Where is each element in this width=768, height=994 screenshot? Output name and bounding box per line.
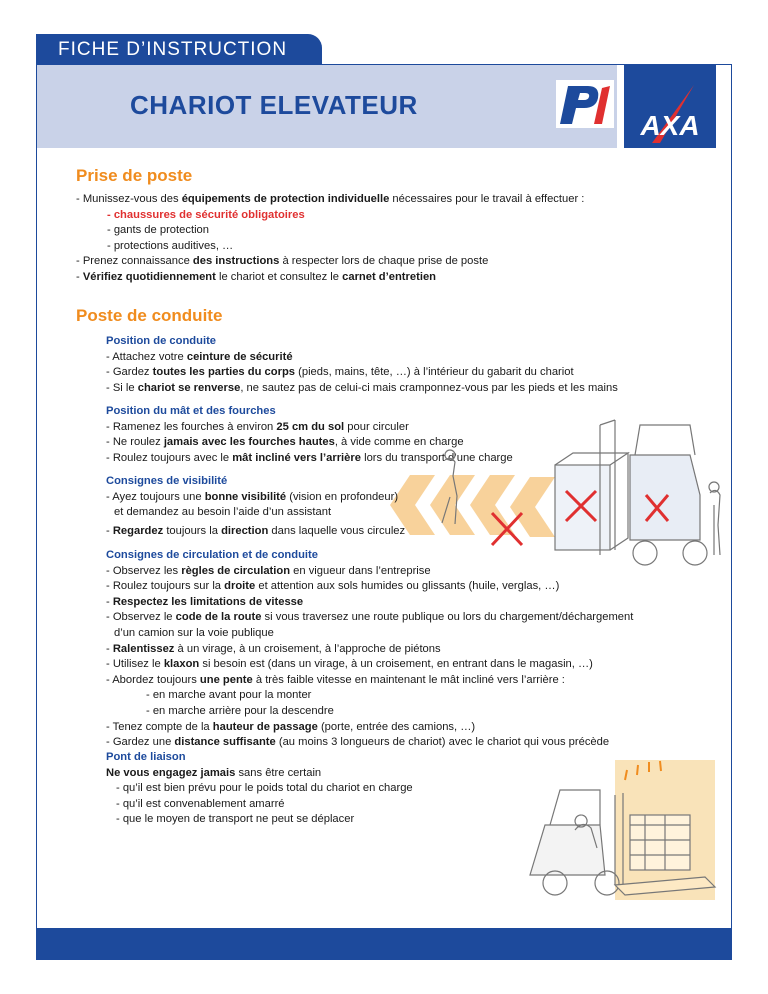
section-heading-prise: Prise de poste — [76, 166, 193, 185]
visibilite-block: Consignes de visibilité - Ayez toujours une bonne visibilité (vision en profondeur) et demandez au besoin l’aide d’un assistant - Regardez toujours la direction dans laquelle vous circulez — [106, 475, 406, 537]
document-type-tab: FICHE D’INSTRUCTION — [36, 34, 322, 64]
page-title: CHARIOT ELEVATEUR — [130, 90, 418, 120]
position-mat-block: Position du mât et des fourches - Ramenez les fourches à environ 25 cm du sol pour circuler - Ne roulez jamais avec les fourches hautes, à vide comme en charge - Roulez toujours avec le mât incliné vers l’arrière lors du transport d’une charge — [106, 405, 513, 464]
forklift-bridge-illustration — [515, 755, 720, 915]
section-heading-conduite: Poste de conduite — [76, 306, 223, 325]
p1-logo — [556, 80, 614, 128]
p1-logo-text: P1 — [556, 80, 558, 81]
footer-band — [36, 928, 732, 960]
axa-logo-text: AXA — [640, 110, 700, 141]
circulation-block: Consignes de circulation et de conduite - Observez les règles de circulation en vigueur dans l’entreprise - Roulez toujours sur la droite et attention aux sols humides ou glissants (huile, verglas, …) - Respectez les limitations de vitesse - Observez le code de la route si vous traversez une route publique ou lors du chargement/déchargement d’un camion sur la voie publique - Ralentissez à un virage, à un croisement, à l’approche de piétons - Utilisez le klaxon si besoin est (dans un virage, à un croisement, en entrant dans le magasin, …) - Abordez toujours une pente à très faible vitesse en maintenant le mât incliné vers l’arrière : - en marche avant pour la monter - en marche arrière pour la descendre - Tenez compte de la hauteur de passage (porte, entrée des camions, …) - Gardez une distance suffisante (au moins 3 longueurs de chariot) avec le chariot qui vous précède — [106, 549, 634, 749]
axa-logo — [624, 65, 716, 148]
position-conduite-block: Position de conduite - Attachez votre ceinture de sécurité - Gardez toutes les parties du corps (pieds, mains, tête, …) à l’intérieur du gabarit du chariot - Si le chariot se renverse, ne sautez pas de celui-ci mais cramponnez-vous par les pieds et les mains — [106, 335, 618, 394]
prise-list: - Munissez-vous des équipements de protection individuelle nécessaires pour le travail à effectuer : - chaussures de sécurité obligatoires - gants de protection - protections auditives, … - Prenez connaissance des instructions à respecter lors de chaque prise de poste - Vérifiez quotidiennement le chariot et consultez le carnet d’entretien — [76, 193, 585, 283]
pont-liaison-block: Pont de liaison Ne vous engagez jamais sans être certain - qu’il est bien prévu pour le poids total du chariot en charge - qu’il est convenablement amarré - que le moyen de transport ne peut se déplacer — [106, 751, 413, 826]
